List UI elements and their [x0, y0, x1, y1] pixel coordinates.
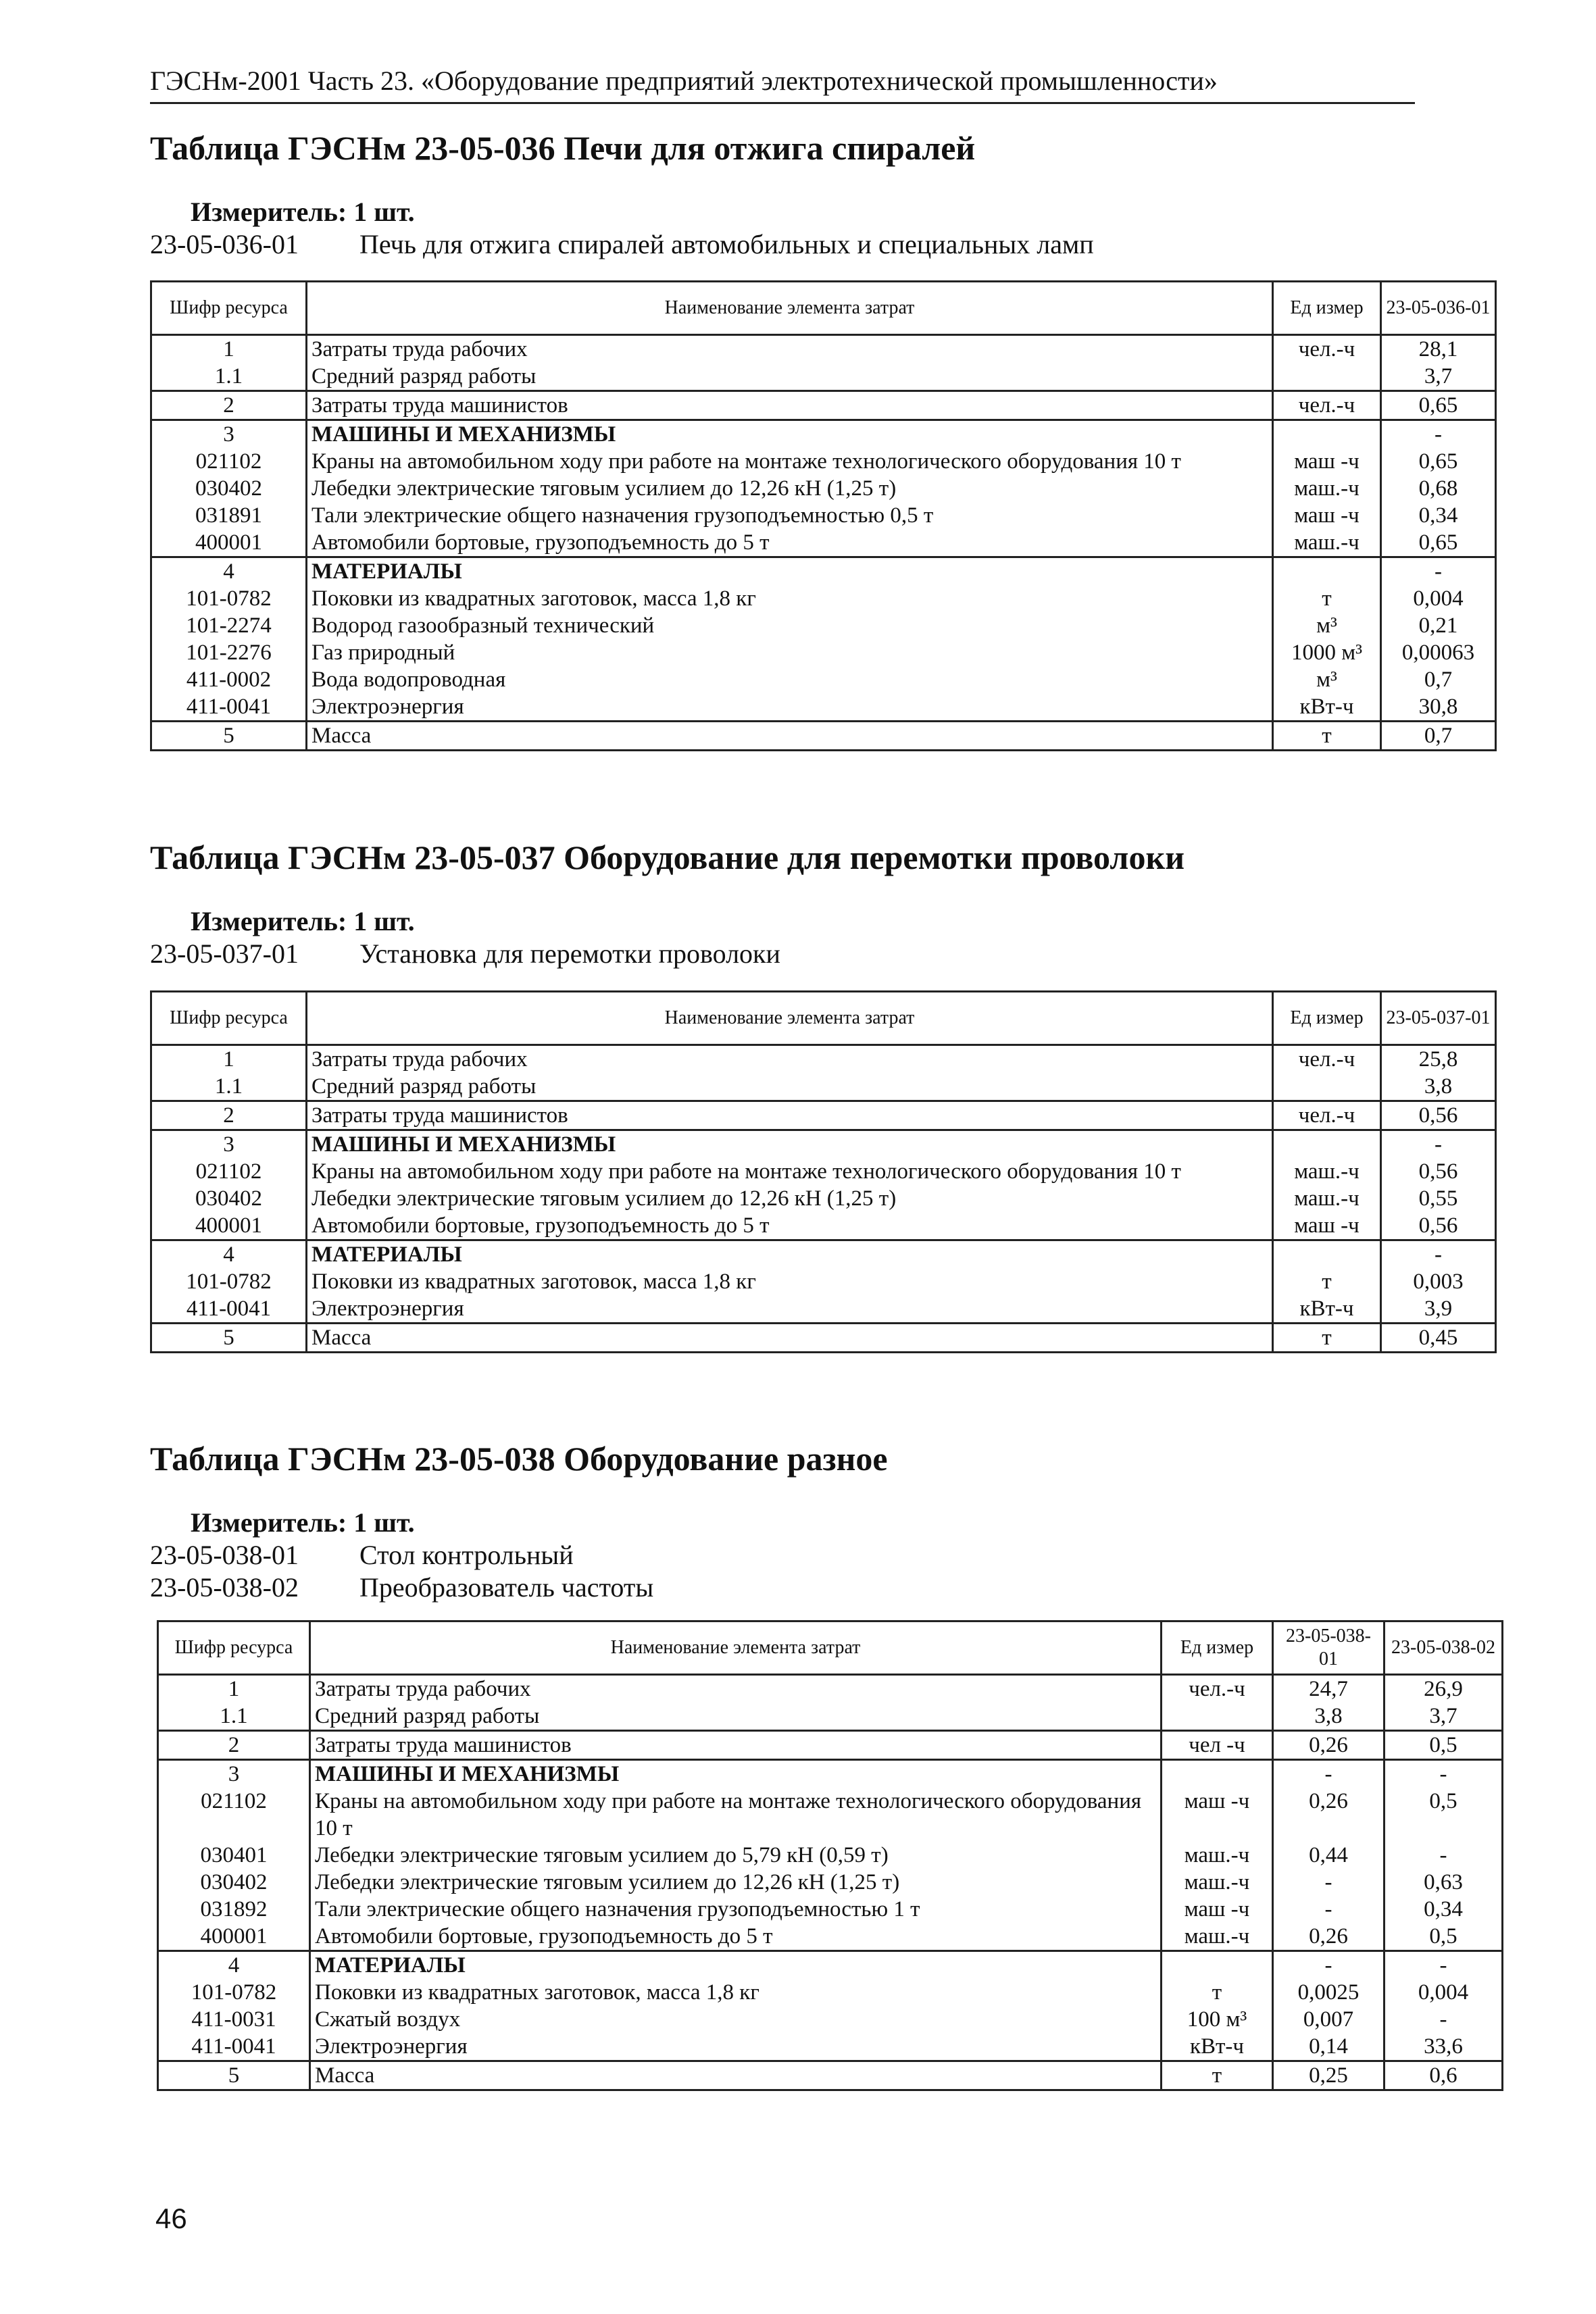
cell-code: 101-0782 — [151, 585, 307, 612]
cell-unit: кВт-ч — [1273, 1295, 1381, 1324]
cell-unit — [1273, 1240, 1381, 1269]
cell-name: Электроэнергия — [307, 1295, 1273, 1324]
col-unit-header: Ед измер — [1162, 1621, 1273, 1675]
cell-code: 030402 — [151, 475, 307, 502]
page-header: ГЭСНм-2001 Часть 23. «Оборудование предприятий электротехнической промышленности» — [150, 65, 1415, 104]
measure-label: Измеритель: 1 шт. — [191, 1507, 415, 1538]
cell-v1: 30,8 — [1381, 693, 1496, 722]
cell-name: Электроэнергия — [307, 693, 1273, 722]
item-text: Установка для перемотки проволоки — [359, 938, 780, 969]
cell-name: МАШИНЫ И МЕХАНИЗМЫ — [307, 1130, 1273, 1159]
cell-code: 1 — [151, 335, 307, 363]
cell-code: 1.1 — [158, 1703, 310, 1731]
cell-unit: чел.-ч — [1273, 1045, 1381, 1074]
cell-v1: 3,8 — [1381, 1073, 1496, 1101]
cell-v2: - — [1385, 2006, 1503, 2033]
item-line — [150, 228, 1094, 260]
cell-v2: - — [1385, 1760, 1503, 1788]
table-row — [158, 2033, 1503, 2061]
cell-name: Тали электрические общего назначения грузоподъемностью 0,5 т — [307, 502, 1273, 529]
cell-v1: - — [1273, 1896, 1385, 1923]
table-row — [151, 612, 1496, 639]
cell-unit: кВт-ч — [1273, 693, 1381, 722]
page-number: 46 — [155, 2203, 187, 2234]
table-row — [151, 557, 1496, 586]
cell-v1: 28,1 — [1381, 335, 1496, 363]
table-row — [151, 1158, 1496, 1185]
cell-name: Затраты труда рабочих — [310, 1675, 1162, 1703]
cell-unit: т — [1162, 2061, 1273, 2090]
cell-name: Автомобили бортовые, грузоподъемность до 5 т — [307, 529, 1273, 557]
cell-code: 3 — [151, 420, 307, 449]
table-row — [158, 1731, 1503, 1760]
table-header-row — [151, 992, 1496, 1045]
item-code: 23-05-037-01 — [150, 938, 299, 969]
cell-code: 400001 — [151, 529, 307, 557]
cell-name: Тали электрические общего назначения грузоподъемностью 1 т — [310, 1896, 1162, 1923]
cell-v1: 0,00063 — [1381, 639, 1496, 666]
cell-code: 3 — [158, 1760, 310, 1788]
cell-v2: 0,6 — [1385, 2061, 1503, 2090]
cell-unit: чел.-ч — [1273, 335, 1381, 363]
cell-unit: маш -ч — [1162, 1788, 1273, 1842]
cell-v2: 0,5 — [1385, 1731, 1503, 1760]
item-text: Стол контрольный — [359, 1540, 574, 1570]
table-row — [151, 391, 1496, 420]
cell-unit: т — [1273, 1268, 1381, 1295]
cell-unit: маш.-ч — [1273, 529, 1381, 557]
cell-v1: 0,55 — [1381, 1185, 1496, 1212]
table-row — [158, 2006, 1503, 2033]
cell-v2: 33,6 — [1385, 2033, 1503, 2061]
cell-name: МАШИНЫ И МЕХАНИЗМЫ — [310, 1760, 1162, 1788]
cell-v2: 0,5 — [1385, 1923, 1503, 1951]
cell-unit: м³ — [1273, 612, 1381, 639]
table-row — [151, 722, 1496, 751]
cell-v2: - — [1385, 1842, 1503, 1869]
cell-unit: маш.-ч — [1162, 1923, 1273, 1951]
cell-v1: 0,65 — [1381, 529, 1496, 557]
resource-table-037 — [150, 990, 1497, 1353]
cell-name: Лебедки электрические тяговым усилием до 12,26 кН (1,25 т) — [310, 1869, 1162, 1896]
table-row — [158, 1923, 1503, 1951]
cell-unit: маш.-ч — [1162, 1842, 1273, 1869]
cell-v1: 24,7 — [1273, 1675, 1385, 1703]
item-line — [150, 1539, 574, 1571]
cell-unit: кВт-ч — [1162, 2033, 1273, 2061]
cell-v1: 3,7 — [1381, 363, 1496, 391]
table-row — [158, 2061, 1503, 2090]
cell-code: 4 — [158, 1951, 310, 1980]
cell-v1: - — [1381, 557, 1496, 586]
resource-table-036 — [150, 280, 1497, 751]
table-row — [158, 1760, 1503, 1788]
cell-v1: 0,26 — [1273, 1788, 1385, 1842]
cell-v1: 0,56 — [1381, 1212, 1496, 1240]
cell-unit: маш.-ч — [1162, 1869, 1273, 1896]
cell-name: МАТЕРИАЛЫ — [310, 1951, 1162, 1980]
table-row — [151, 475, 1496, 502]
table-row — [151, 335, 1496, 363]
table-body — [151, 335, 1496, 751]
table-row — [158, 1703, 1503, 1731]
item-text: Преобразователь частоты — [359, 1572, 654, 1603]
cell-v1: 0,26 — [1273, 1731, 1385, 1760]
cell-v1: 25,8 — [1381, 1045, 1496, 1074]
cell-name: Поковки из квадратных заготовок, масса 1,8 кг — [307, 1268, 1273, 1295]
cell-v2: 0,004 — [1385, 1979, 1503, 2006]
item-code: 23-05-036-01 — [150, 229, 299, 259]
table-body — [151, 1045, 1496, 1353]
table-row — [151, 1185, 1496, 1212]
cell-v1: 0,7 — [1381, 666, 1496, 693]
cell-v1: - — [1381, 1130, 1496, 1159]
cell-code: 021102 — [151, 448, 307, 475]
cell-v1: - — [1273, 1869, 1385, 1896]
cell-unit — [1162, 1760, 1273, 1788]
cell-unit: 100 м³ — [1162, 2006, 1273, 2033]
item-text: Печь для отжига спиралей автомобильных и специальных ламп — [359, 229, 1094, 259]
cell-unit: м³ — [1273, 666, 1381, 693]
col-code-header: Шифр ресурса — [151, 282, 307, 335]
table-header-row — [151, 282, 1496, 335]
cell-name: МАШИНЫ И МЕХАНИЗМЫ — [307, 420, 1273, 449]
col-value-header: 23-05-037-01 — [1381, 992, 1496, 1045]
cell-code: 031891 — [151, 502, 307, 529]
col-value-header: 23-05-038-01 — [1273, 1621, 1385, 1675]
cell-code: 411-0041 — [158, 2033, 310, 2061]
cell-unit: 1000 м³ — [1273, 639, 1381, 666]
cell-v1: - — [1273, 1760, 1385, 1788]
cell-v1: - — [1273, 1951, 1385, 1980]
table-row — [151, 1101, 1496, 1130]
col-unit-header: Ед измер — [1273, 992, 1381, 1045]
cell-name: Средний разряд работы — [307, 363, 1273, 391]
table-title: Таблица ГЭСНм 23-05-036 Печи для отжига спиралей — [150, 129, 976, 167]
cell-v2: 26,9 — [1385, 1675, 1503, 1703]
cell-name: Автомобили бортовые, грузоподъемность до 5 т — [307, 1212, 1273, 1240]
cell-name: Краны на автомобильном ходу при работе на монтаже технологического оборудования 10 т — [307, 448, 1273, 475]
cell-code: 021102 — [151, 1158, 307, 1185]
cell-name: Вода водопроводная — [307, 666, 1273, 693]
table-row — [158, 1842, 1503, 1869]
cell-code: 2 — [151, 391, 307, 420]
cell-code: 101-2274 — [151, 612, 307, 639]
cell-v2: 0,5 — [1385, 1788, 1503, 1842]
cell-code: 4 — [151, 1240, 307, 1269]
table-row — [151, 502, 1496, 529]
cell-name: Средний разряд работы — [307, 1073, 1273, 1101]
cell-unit: т — [1162, 1979, 1273, 2006]
cell-code: 030402 — [151, 1185, 307, 1212]
cell-name: Затраты труда рабочих — [307, 1045, 1273, 1074]
cell-v1: 0,45 — [1381, 1324, 1496, 1353]
cell-unit — [1273, 557, 1381, 586]
cell-unit — [1162, 1951, 1273, 1980]
cell-name: Лебедки электрические тяговым усилием до 12,26 кН (1,25 т) — [307, 475, 1273, 502]
cell-code: 4 — [151, 557, 307, 586]
cell-v1: 0,21 — [1381, 612, 1496, 639]
table-title: Таблица ГЭСНм 23-05-037 Оборудование для перемотки проволоки — [150, 838, 1185, 876]
col-code-header: Шифр ресурса — [151, 992, 307, 1045]
cell-v1: 0,004 — [1381, 585, 1496, 612]
cell-v1: 3,8 — [1273, 1703, 1385, 1731]
table-row — [151, 1130, 1496, 1159]
table-body — [158, 1675, 1503, 2090]
cell-code: 1 — [151, 1045, 307, 1074]
cell-unit: т — [1273, 722, 1381, 751]
cell-name: Масса — [310, 2061, 1162, 2090]
cell-unit — [1273, 363, 1381, 391]
col-name-header: Наименование элемента затрат — [310, 1621, 1162, 1675]
table-row — [151, 420, 1496, 449]
table-row — [151, 363, 1496, 391]
cell-unit — [1273, 420, 1381, 449]
table-row — [151, 1268, 1496, 1295]
cell-unit: чел -ч — [1162, 1731, 1273, 1760]
cell-unit: чел.-ч — [1273, 1101, 1381, 1130]
cell-name: Поковки из квадратных заготовок, масса 1,8 кг — [310, 1979, 1162, 2006]
cell-unit: маш.-ч — [1273, 475, 1381, 502]
cell-unit — [1273, 1073, 1381, 1101]
col-value-header: 23-05-038-02 — [1385, 1621, 1503, 1675]
cell-unit: маш -ч — [1273, 448, 1381, 475]
cell-v2: 0,63 — [1385, 1869, 1503, 1896]
measure-label: Измеритель: 1 шт. — [191, 197, 415, 227]
cell-v1: 0,7 — [1381, 722, 1496, 751]
cell-code: 411-0041 — [151, 1295, 307, 1324]
cell-code: 5 — [158, 2061, 310, 2090]
cell-code: 411-0041 — [151, 693, 307, 722]
cell-v1: 0,0025 — [1273, 1979, 1385, 2006]
cell-unit — [1273, 1130, 1381, 1159]
cell-name: Масса — [307, 722, 1273, 751]
cell-v1: 0,007 — [1273, 2006, 1385, 2033]
cell-code: 411-0002 — [151, 666, 307, 693]
table-row — [158, 1788, 1503, 1842]
cell-name: Электроэнергия — [310, 2033, 1162, 2061]
table-row — [151, 666, 1496, 693]
cell-name: Краны на автомобильном ходу при работе на монтаже технологического оборудования 10 т — [307, 1158, 1273, 1185]
cell-name: Газ природный — [307, 639, 1273, 666]
cell-v1: 0,003 — [1381, 1268, 1496, 1295]
cell-v1: 0,56 — [1381, 1101, 1496, 1130]
cell-name: Лебедки электрические тяговым усилием до 5,79 кН (0,59 т) — [310, 1842, 1162, 1869]
table-header-row — [158, 1621, 1503, 1675]
measure-label: Измеритель: 1 шт. — [191, 906, 415, 936]
table-row — [158, 1979, 1503, 2006]
cell-v1: 0,25 — [1273, 2061, 1385, 2090]
cell-code: 101-0782 — [158, 1979, 310, 2006]
cell-name: Затраты труда машинистов — [307, 391, 1273, 420]
cell-code: 400001 — [151, 1212, 307, 1240]
cell-name: Водород газообразный технический — [307, 612, 1273, 639]
cell-code: 031892 — [158, 1896, 310, 1923]
col-name-header: Наименование элемента затрат — [307, 282, 1273, 335]
cell-name: Затраты труда машинистов — [310, 1731, 1162, 1760]
cell-name: Средний разряд работы — [310, 1703, 1162, 1731]
col-name-header: Наименование элемента затрат — [307, 992, 1273, 1045]
cell-v1: - — [1381, 420, 1496, 449]
table-row — [151, 1073, 1496, 1101]
cell-name: Затраты труда рабочих — [307, 335, 1273, 363]
cell-unit: т — [1273, 585, 1381, 612]
cell-code: 5 — [151, 722, 307, 751]
cell-code: 101-0782 — [151, 1268, 307, 1295]
cell-v2: - — [1385, 1951, 1503, 1980]
cell-v1: 0,68 — [1381, 475, 1496, 502]
cell-code: 3 — [151, 1130, 307, 1159]
cell-code: 2 — [158, 1731, 310, 1760]
cell-name: МАТЕРИАЛЫ — [307, 1240, 1273, 1269]
resource-table-038 — [157, 1620, 1503, 2091]
cell-unit: маш -ч — [1162, 1896, 1273, 1923]
cell-unit: маш.-ч — [1273, 1185, 1381, 1212]
cell-v1: - — [1381, 1240, 1496, 1269]
table-row — [158, 1896, 1503, 1923]
table-row — [151, 529, 1496, 557]
col-value-header: 23-05-036-01 — [1381, 282, 1496, 335]
cell-name: Автомобили бортовые, грузоподъемность до 5 т — [310, 1923, 1162, 1951]
cell-code: 2 — [151, 1101, 307, 1130]
table-row — [151, 1212, 1496, 1240]
item-code: 23-05-038-01 — [150, 1540, 299, 1570]
cell-code: 400001 — [158, 1923, 310, 1951]
cell-unit: маш -ч — [1273, 502, 1381, 529]
cell-unit: чел.-ч — [1273, 391, 1381, 420]
cell-code: 411-0031 — [158, 2006, 310, 2033]
item-code: 23-05-038-02 — [150, 1572, 299, 1603]
table-row — [151, 1045, 1496, 1074]
table-row — [151, 1324, 1496, 1353]
cell-unit: маш -ч — [1273, 1212, 1381, 1240]
cell-code: 030401 — [158, 1842, 310, 1869]
cell-code: 1.1 — [151, 1073, 307, 1101]
cell-code: 5 — [151, 1324, 307, 1353]
cell-unit: маш.-ч — [1273, 1158, 1381, 1185]
cell-v1: 3,9 — [1381, 1295, 1496, 1324]
table-row — [151, 585, 1496, 612]
cell-name: МАТЕРИАЛЫ — [307, 557, 1273, 586]
cell-name: Сжатый воздух — [310, 2006, 1162, 2033]
table-row — [158, 1869, 1503, 1896]
cell-code: 030402 — [158, 1869, 310, 1896]
cell-v1: 0,26 — [1273, 1923, 1385, 1951]
table-title: Таблица ГЭСНм 23-05-038 Оборудование разное — [150, 1440, 888, 1478]
cell-v1: 0,65 — [1381, 448, 1496, 475]
table-row — [151, 1240, 1496, 1269]
cell-name: Краны на автомобильном ходу при работе на монтаже технологического оборудования 10 т — [310, 1788, 1162, 1842]
cell-unit — [1162, 1703, 1273, 1731]
table-row — [158, 1675, 1503, 1703]
table-row — [151, 639, 1496, 666]
item-line — [150, 938, 780, 970]
cell-unit: чел.-ч — [1162, 1675, 1273, 1703]
table-row — [151, 448, 1496, 475]
cell-v1: 0,34 — [1381, 502, 1496, 529]
col-unit-header: Ед измер — [1273, 282, 1381, 335]
cell-v1: 0,44 — [1273, 1842, 1385, 1869]
cell-v2: 3,7 — [1385, 1703, 1503, 1731]
cell-name: Масса — [307, 1324, 1273, 1353]
col-code-header: Шифр ресурса — [158, 1621, 310, 1675]
table-row — [158, 1951, 1503, 1980]
table-row — [151, 1295, 1496, 1324]
cell-code: 021102 — [158, 1788, 310, 1842]
cell-v2: 0,34 — [1385, 1896, 1503, 1923]
item-line — [150, 1571, 653, 1603]
cell-v1: 0,65 — [1381, 391, 1496, 420]
cell-code: 1.1 — [151, 363, 307, 391]
cell-name: Лебедки электрические тяговым усилием до 12,26 кН (1,25 т) — [307, 1185, 1273, 1212]
table-row — [151, 693, 1496, 722]
cell-name: Затраты труда машинистов — [307, 1101, 1273, 1130]
cell-v1: 0,14 — [1273, 2033, 1385, 2061]
cell-code: 1 — [158, 1675, 310, 1703]
cell-name: Поковки из квадратных заготовок, масса 1,8 кг — [307, 585, 1273, 612]
cell-unit: т — [1273, 1324, 1381, 1353]
cell-v1: 0,56 — [1381, 1158, 1496, 1185]
cell-code: 101-2276 — [151, 639, 307, 666]
